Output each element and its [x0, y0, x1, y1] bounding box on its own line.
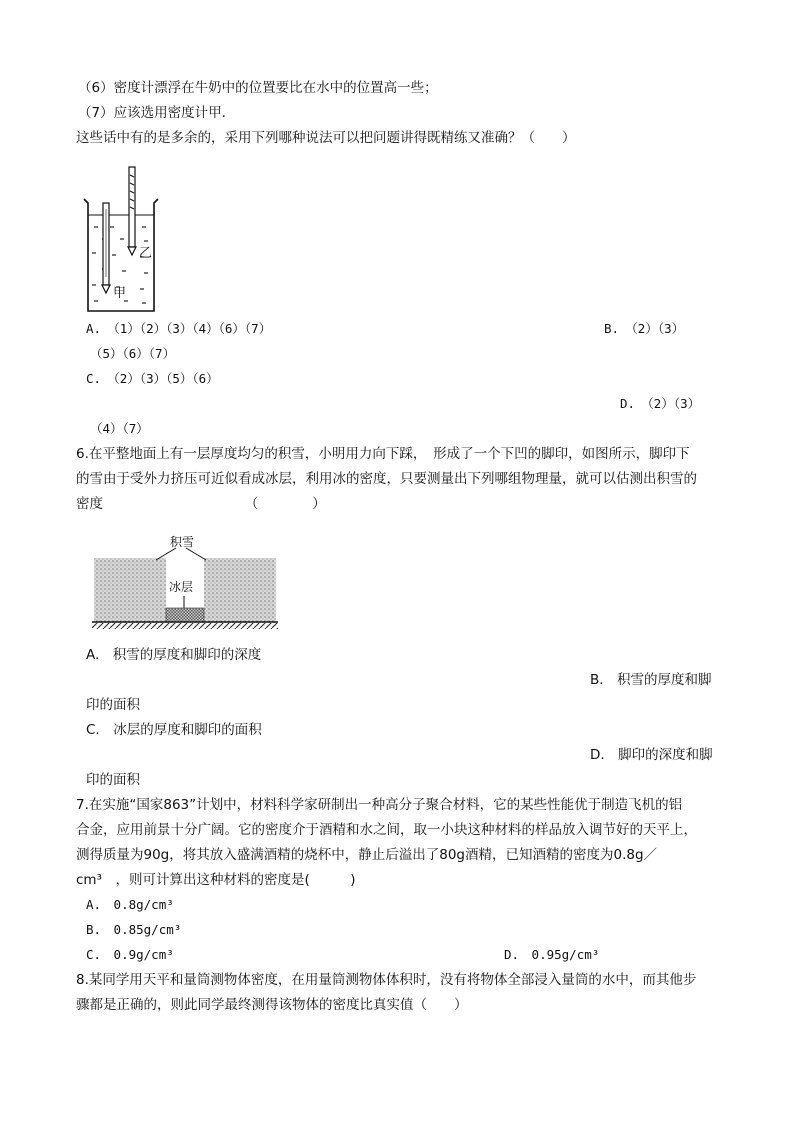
q6-option-d-cont: 印的面积 [86, 772, 140, 788]
hydrometer-figure [80, 165, 170, 315]
q5-option-d[interactable]: D. （2）（3） [620, 396, 701, 411]
label-ice: 冰层 [169, 580, 194, 594]
question-7-line-3: 测得质量为90g，将其放入盛满酒精的烧杯中，静止后溢出了80g酒精，已知酒精的密度为0.8g／ [76, 847, 658, 863]
statement-6: （6）密度计漂浮在牛奶中的位置要比在水中的位置高一些； [78, 80, 438, 96]
question-6-line-1: 6.在平整地面上有一层厚度均匀的积雪，小明用力向下踩， 形成了一个下凹的脚印，如图所示，脚印下 [76, 446, 690, 462]
q5-option-d-cont: （4）（7） [90, 421, 149, 436]
question-6-line-3: 密度 （ ） [76, 496, 326, 512]
label-yi: 乙 [139, 246, 153, 261]
q6-option-a[interactable]: A. 积雪的厚度和脚印的深度 [86, 647, 262, 663]
question-7-line-1: 7.在实施“国家863”计划中，材料科学家研制出一种高分子聚合材料，它的某些性能优于制造飞机的铝 [76, 797, 683, 813]
q5-option-b-cont: （5）（6）（7） [90, 346, 176, 361]
q6-option-b-cont: 印的面积 [86, 697, 140, 713]
q6-option-c[interactable]: C. 冰层的厚度和脚印的面积 [86, 722, 262, 738]
question-6-line-2: 的雪由于受外力挤压可近似看成冰层，利用冰的密度，只要测量出下列哪组物理量，就可以估测出积雪的 [76, 471, 697, 487]
q7-option-a[interactable]: A. 0.8g/cm³ [86, 897, 174, 912]
q5-option-b[interactable]: B. （2）（3） [604, 321, 685, 336]
q7-option-d[interactable]: D. 0.95g/cm³ [504, 947, 600, 962]
snow-footprint-figure [92, 532, 292, 637]
q7-option-b[interactable]: B. 0.85g/cm³ [86, 922, 182, 937]
question-7-line-4: cm³ ，则可计算出这种材料的密度是( ) [76, 872, 356, 888]
statement-7: （7）应该选用密度计甲． [78, 105, 236, 121]
question-5-prompt: 这些话中有的是多余的，采用下列哪种说法可以把问题讲得既精练又准确？（ ） [76, 130, 576, 146]
q6-option-d[interactable]: D. 脚印的深度和脚 [590, 747, 713, 763]
label-snow: 积雪 [170, 535, 195, 549]
q5-option-a[interactable]: A. （1）（2）（3）（4）（6）（7） [86, 321, 272, 336]
q5-option-c[interactable]: C. （2）（3）（5）（6） [86, 371, 219, 386]
question-8-line-2: 骤都是正确的，则此同学最终测得该物体的密度比真实值（ ） [76, 997, 468, 1013]
label-jia: 甲 [113, 286, 127, 301]
q6-option-b[interactable]: B. 积雪的厚度和脚 [590, 672, 712, 688]
q7-option-c[interactable]: C. 0.9g/cm³ [86, 947, 174, 962]
question-8-line-1: 8.某同学用天平和量筒测物体密度，在用量筒测物体体积时，没有将物体全部浸入量筒的水中，而其他步 [76, 972, 697, 988]
question-7-line-2: 合金，应用前景十分广阔。它的密度介于酒精和水之间，取一小块这种材料的样品放入调节好的天平上， [76, 822, 697, 838]
